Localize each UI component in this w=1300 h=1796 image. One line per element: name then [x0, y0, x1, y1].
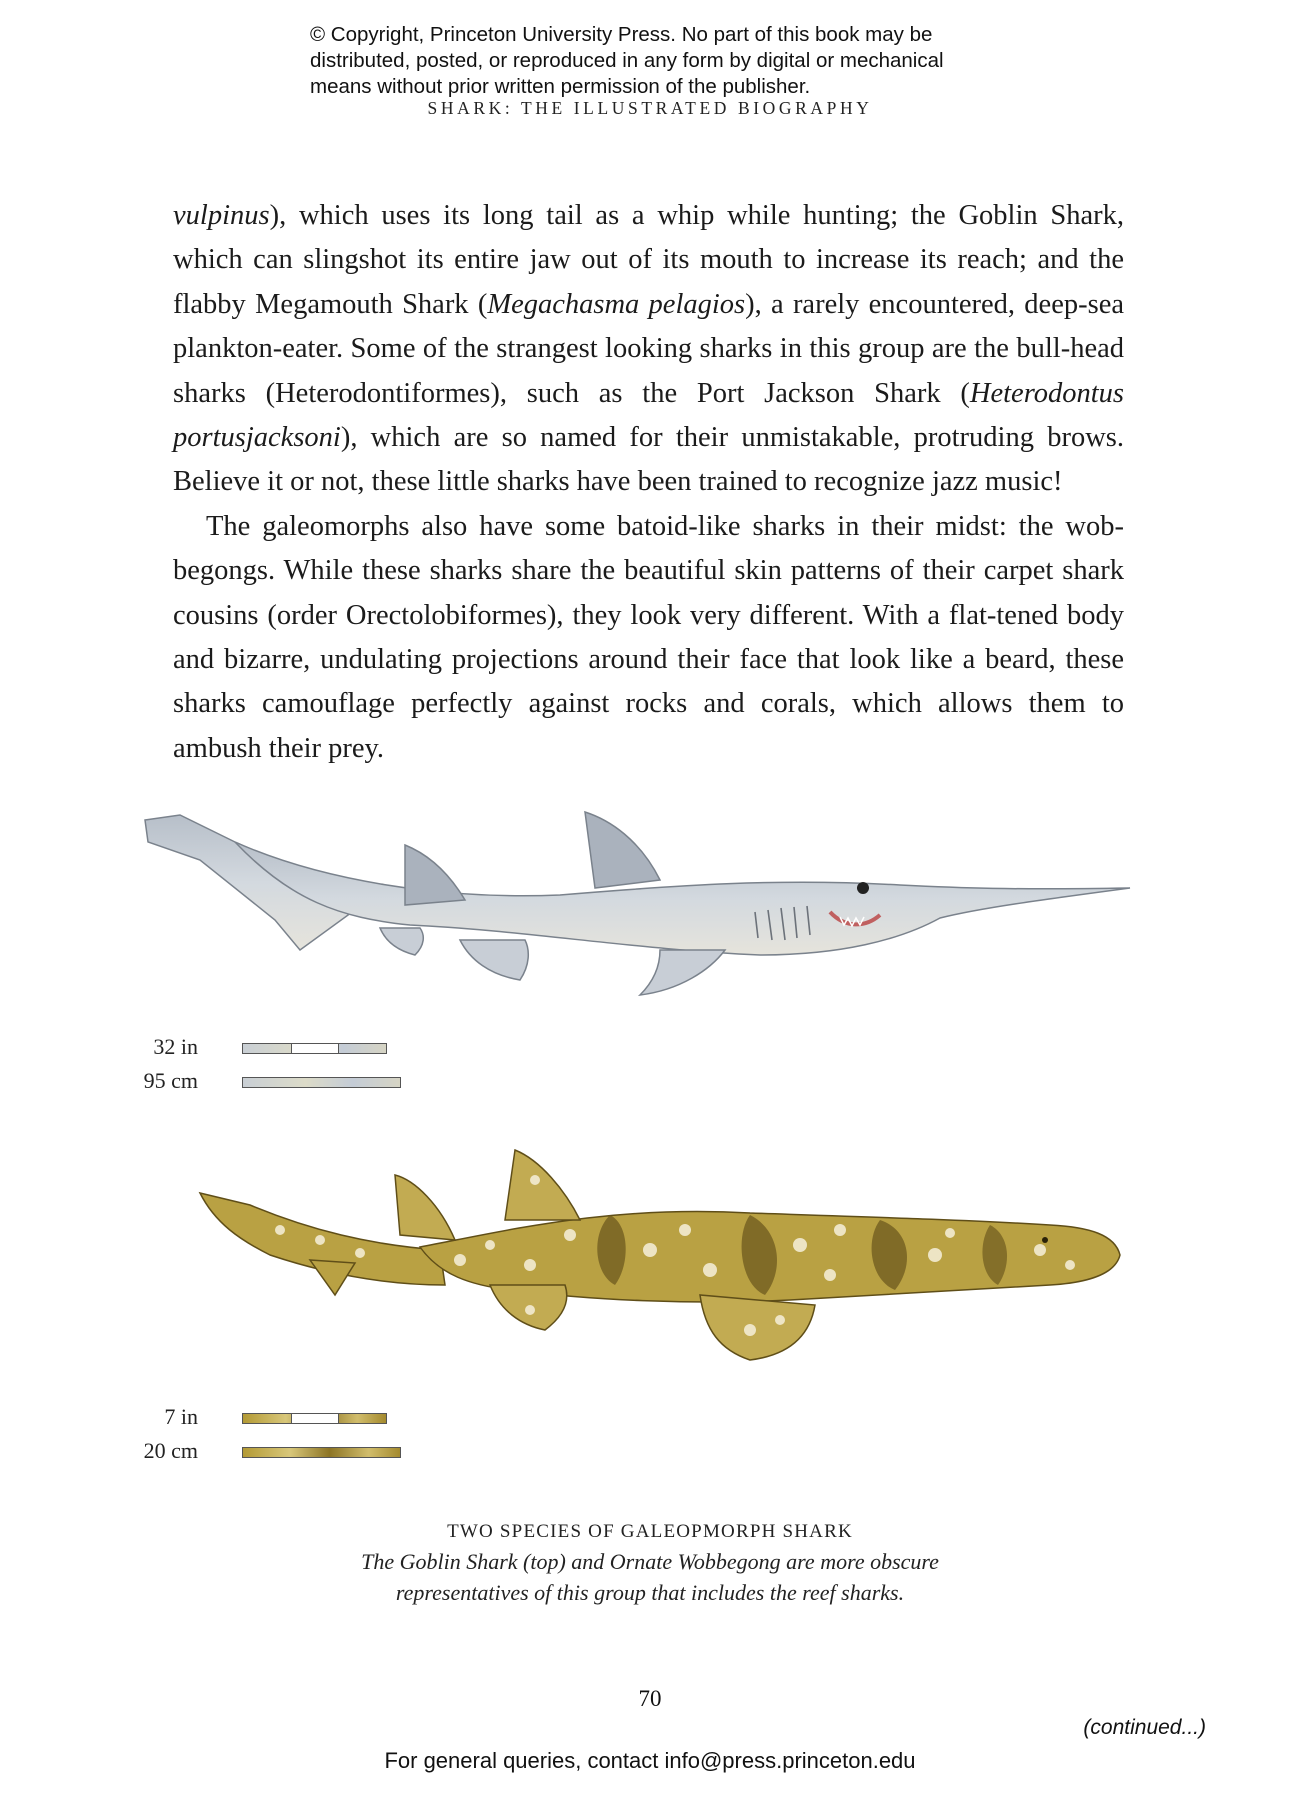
- scale-label-imperial: 32 in: [153, 1034, 198, 1059]
- text-run: ), which are so named for their unmistakable, protruding brows. Believe it or not, these little sharks have been trained to recognize jazz music!: [173, 422, 1124, 498]
- footer-contact: For general queries, contact info@press.princeton.edu: [384, 1748, 916, 1773]
- species-name: Heterodontus portusjacksoni: [173, 377, 1124, 454]
- scale-bar-imperial: [242, 1413, 387, 1424]
- scale-bar-metric: [242, 1447, 401, 1458]
- caption-line: The Goblin Shark (top) and Ornate Wobbegong are more obscure: [361, 1549, 939, 1574]
- scale-bar-segment: [291, 1414, 339, 1423]
- body-text: [173, 194, 1124, 771]
- caption-line: representatives of this group that includes the reef sharks.: [395, 1580, 905, 1605]
- ornate-wobbegong-illustration: [190, 1135, 1130, 1375]
- species-name: vulpinus: [173, 200, 270, 231]
- scale-label-imperial: 7 in: [164, 1404, 198, 1429]
- copyright-line: © Copyright, Princeton University Press. No part of this book may be: [310, 23, 933, 46]
- text-run: ), which uses its long tail as a whip while hunting; the Goblin Shark, which can slingshot its entire jaw out of its mouth to increase its reach; and the flabby Megamouth Shark (: [173, 200, 1124, 320]
- copyright-notice: [310, 22, 1030, 100]
- running-head: SHARK: THE ILLUSTRATED BIOGRAPHY: [427, 98, 873, 118]
- paragraph: [173, 194, 1124, 505]
- figure-caption: [340, 1546, 960, 1608]
- copyright-line: distributed, posted, or reproduced in any form by digital or mechanical: [310, 49, 944, 72]
- scale-label-metric: 20 cm: [143, 1438, 198, 1463]
- continued-note: (continued...): [1083, 1716, 1206, 1739]
- text-run: ), a rarely encountered, deep-sea plankton-eater. Some of the strangest looking sharks in this group are the bull-head sharks (Heterodontiformes), such as the Port Jackson Shark (: [173, 288, 1124, 409]
- scale-label-metric: 95 cm: [143, 1068, 198, 1093]
- scale-bar-imperial: [242, 1043, 387, 1054]
- page-number: 70: [638, 1686, 662, 1711]
- copyright-line: means without prior written permission of the publisher.: [310, 75, 811, 98]
- figure-caption-title: TWO SPECIES OF GALEOPMORPH SHARK: [447, 1521, 853, 1542]
- goblin-shark-illustration: [140, 800, 1140, 1010]
- paragraph: The galeomorphs also have some batoid-like sharks in their midst: the wob-begongs. While these sharks share the beautiful skin patterns of their carpet shark cousins (order Orectolobiformes), they look very different. With a flat-tened body and bizarre, undulating projections around their face that look like a beard, these sharks camouflage perfectly against rocks and corals, which allows them to ambush their prey.: [173, 510, 1124, 764]
- scale-bar-metric: [242, 1077, 401, 1088]
- scale-bar-segment: [291, 1044, 339, 1053]
- species-name: Megachasma pelagios: [487, 288, 746, 320]
